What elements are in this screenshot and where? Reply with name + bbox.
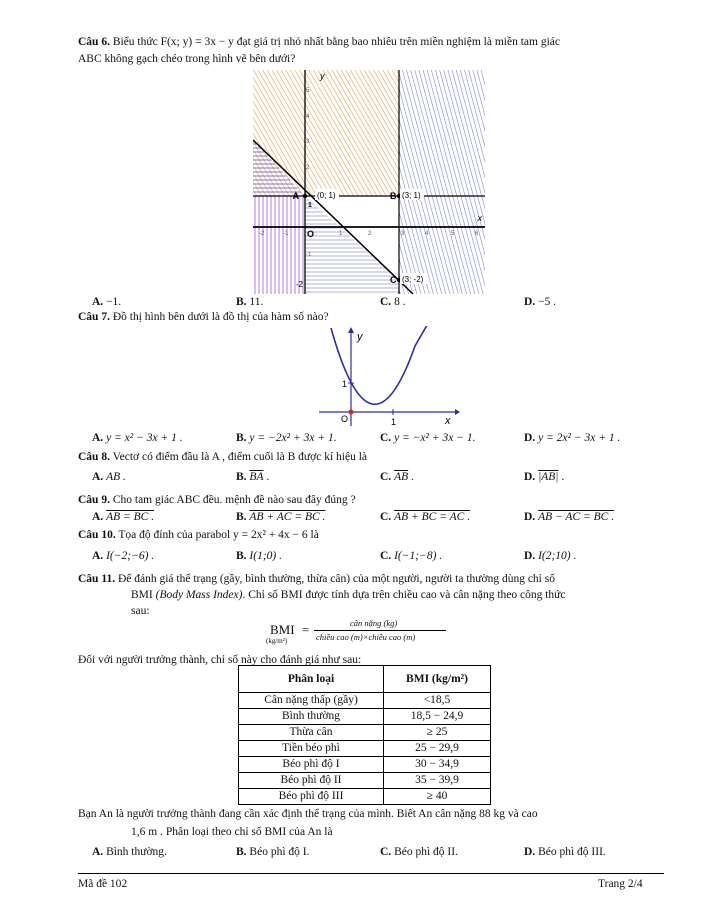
q11-line2a: BMI <box>131 589 156 601</box>
q6-option-a-text: −1. <box>106 296 122 308</box>
q6-ytick-7: -2 <box>295 280 303 289</box>
bmi-formula-numerator: cân nặng (kg) <box>350 618 398 628</box>
q10-question <box>78 529 319 541</box>
q7-option-d-letter: D. <box>524 432 536 444</box>
q8-option-b-letter: B. <box>236 471 247 483</box>
q10-option-b[interactable] <box>236 550 282 562</box>
q8-option-c[interactable] <box>380 471 414 483</box>
q10-label: Câu 10. <box>78 529 116 541</box>
bmi-row-range: ≥ 40 <box>384 789 491 805</box>
q8-question <box>78 451 367 463</box>
q7-option-b[interactable] <box>236 432 337 444</box>
q6-point-a <box>303 194 307 198</box>
q11-option-d-text: Béo phì độ III. <box>538 846 606 858</box>
q9-option-c-letter: C. <box>380 511 392 523</box>
bmi-header-value: BMI (kg/m²) <box>384 666 491 693</box>
q9-option-b[interactable] <box>236 511 325 523</box>
q9-option-d-text: AB − AC = BC . <box>538 511 615 523</box>
bmi-row-range: ≥ 25 <box>384 725 491 741</box>
bmi-row-category: Béo phì độ I <box>239 757 384 773</box>
q7-option-b-text: y = −2x² + 3x + 1. <box>249 432 337 444</box>
q11-option-b-letter: B. <box>236 846 247 858</box>
q10-option-c[interactable] <box>380 550 442 562</box>
q7-y-tick: 1 <box>342 379 348 389</box>
footer-divider <box>78 873 664 874</box>
q8-option-b-tail: . <box>263 471 270 483</box>
q6-text-line1: Biểu thức F(x; y) = 3x − y đạt giá trị nhỏ nhất bằng bao nhiêu trên miền nghiệm là miền tam giác <box>109 36 560 48</box>
bmi-row-category: Thừa cân <box>239 725 384 741</box>
q6-option-b[interactable] <box>236 296 263 308</box>
q8-option-c-letter: C. <box>380 471 392 483</box>
bmi-table-header <box>239 666 491 693</box>
q6-xtick-6: 4 <box>425 231 429 237</box>
q11-line2c: . Chỉ số BMI được tính dựa trên chiều cao và cân nặng theo công thức <box>242 589 566 601</box>
table-row <box>239 789 491 805</box>
q10-option-c-text: I(−1;−8) . <box>394 550 443 562</box>
bmi-formula-lhs: BMI <box>270 622 295 637</box>
q7-label: Câu 7. <box>78 311 110 323</box>
q9-option-a[interactable] <box>92 511 154 523</box>
q9-label: Câu 9. <box>78 494 110 506</box>
q8-text: Vectơ có điểm đầu là A , điểm cuối là B được kí hiệu là <box>109 451 368 463</box>
q8-label: Câu 8. <box>78 451 110 463</box>
q10-option-b-letter: B. <box>236 550 247 562</box>
q8-option-b[interactable] <box>236 471 269 483</box>
q9-option-c-text: AB + BC = AC . <box>394 511 471 523</box>
q7-question <box>78 311 329 323</box>
q6-graph <box>253 70 485 294</box>
q11-option-d[interactable] <box>524 846 606 858</box>
q6-option-d[interactable] <box>524 296 556 308</box>
q6-xtick-1: -2 <box>259 231 265 237</box>
q6-xtick-7: 5 <box>451 231 455 237</box>
q8-option-d[interactable] <box>524 471 564 483</box>
bmi-row-range: 30 − 34,9 <box>384 757 491 773</box>
bmi-fraction-bar <box>314 630 446 631</box>
q11-option-a-text: Bình thường. <box>106 846 167 858</box>
q11-option-c-letter: C. <box>380 846 392 858</box>
q9-option-b-text: AB + AC = BC . <box>249 511 326 523</box>
bmi-row-range: 35 − 39,9 <box>384 773 491 789</box>
q7-option-c[interactable] <box>380 432 476 444</box>
q6-xtick-4: 2 <box>368 231 372 237</box>
q9-option-a-letter: A. <box>92 511 104 523</box>
q8-option-d-text: |AB| <box>538 471 559 483</box>
table-row <box>239 773 491 789</box>
q7-option-a-text: y = x² − 3x + 1 . <box>106 432 183 444</box>
q6-xtick-2: -1 <box>283 231 289 237</box>
q8-option-a-letter: A. <box>92 471 104 483</box>
q10-option-b-text: I(1;0) . <box>249 550 282 562</box>
q6-option-a-letter: A. <box>92 296 104 308</box>
q6-xtick-5: 3 <box>401 231 405 237</box>
q6-label-c-coord: (3; -2) <box>402 275 424 284</box>
q7-text: Đồ thị hình bên dưới là đồ thị của hàm số nào? <box>109 311 329 323</box>
q7-option-d-text: y = 2x² − 3x + 1 . <box>538 432 621 444</box>
footer-exam-code: Mã đề 102 <box>78 878 128 890</box>
table-row <box>239 757 491 773</box>
q6-ytick-1: 5 <box>306 88 310 94</box>
q10-text: Tọa độ đỉnh của parabol y = 2x² + 4x − 6 là <box>115 529 319 541</box>
q6-xtick-3: 1 <box>339 231 343 237</box>
q9-option-a-text: AB = BC . <box>106 511 155 523</box>
q7-option-d[interactable] <box>524 432 620 444</box>
q10-option-c-letter: C. <box>380 550 392 562</box>
bmi-row-category: Cân nặng thấp (gầy) <box>239 693 384 709</box>
q8-option-b-text: $\overline{BA}$ <box>249 471 264 483</box>
q7-option-a-letter: A. <box>92 432 104 444</box>
q7-option-b-letter: B. <box>236 432 247 444</box>
bmi-row-range: <18,5 <box>384 693 491 709</box>
q11-after2: 1,6 m . Phân loại theo chỉ số BMI của An là <box>131 826 333 838</box>
q11-intro: Đối với người trưởng thành, chỉ số này cho đánh giá như sau: <box>78 654 362 666</box>
q6-option-c[interactable] <box>380 296 406 308</box>
q7-parabola <box>331 326 430 404</box>
q11-option-d-letter: D. <box>524 846 536 858</box>
q6-line1 <box>78 36 560 48</box>
q9-question <box>78 494 356 506</box>
q6-ytick-5: 1 <box>308 202 312 209</box>
q7-option-c-text: y = −x² + 3x − 1. <box>394 432 476 444</box>
q11-line3: sau: <box>131 605 150 617</box>
region-x-greater-3 <box>399 70 485 294</box>
bmi-table <box>238 665 491 805</box>
q10-option-a[interactable] <box>92 550 154 562</box>
bmi-row-range: 18,5 − 24,9 <box>384 709 491 725</box>
q6-option-c-letter: C. <box>380 296 392 308</box>
q11-option-c-text: Béo phì độ II. <box>394 846 458 858</box>
q6-y-label: y <box>320 71 325 81</box>
q6-label-a: A <box>292 191 299 201</box>
q7-x-label: x <box>445 415 451 427</box>
bmi-row-category: Tiền béo phì <box>239 741 384 757</box>
q8-option-c-text: $\overline{AB}$ <box>394 471 409 483</box>
q6-option-b-letter: B. <box>236 296 247 308</box>
q9-option-c[interactable] <box>380 511 470 523</box>
q8-option-c-tail: . <box>408 471 414 483</box>
q6-origin: O <box>307 229 315 239</box>
table-row <box>239 725 491 741</box>
bmi-row-category: Bình thường <box>239 709 384 725</box>
q6-option-c-text: 8 . <box>394 296 406 308</box>
q8-option-d-letter: D. <box>524 471 536 483</box>
bmi-row-category: Béo phì độ II <box>239 773 384 789</box>
q6-option-d-letter: D. <box>524 296 536 308</box>
q7-graph <box>315 326 463 428</box>
bmi-row-range: 25 − 29,9 <box>384 741 491 757</box>
q6-label-c: C <box>390 275 397 285</box>
q6-option-b-text: 11. <box>249 296 264 308</box>
q6-label-a-coord: (0; 1) <box>317 191 336 200</box>
q9-text: Cho tam giác ABC đều. mệnh đề nào sau đây đúng ? <box>109 494 356 506</box>
q8-option-d-tail: . <box>558 471 565 483</box>
bmi-formula-unit: (kg/m²) <box>266 637 288 645</box>
q11-option-a[interactable] <box>92 846 167 858</box>
q11-option-a-letter: A. <box>92 846 104 858</box>
q9-option-d-letter: D. <box>524 511 536 523</box>
q10-option-a-letter: A. <box>92 550 104 562</box>
q6-ytick-3: 3 <box>306 139 310 145</box>
q6-label-b: B <box>390 191 397 201</box>
q6-ytick-2: 4 <box>306 114 310 120</box>
q11-line1 <box>78 573 555 585</box>
q9-option-d[interactable] <box>524 511 614 523</box>
q11-option-c[interactable] <box>380 846 458 858</box>
q7-y-label: y <box>357 331 363 343</box>
bmi-formula <box>266 618 456 648</box>
q6-x-label: x <box>477 213 482 223</box>
q10-option-a-text: I(−2;−6) . <box>106 550 155 562</box>
q11-line2b: (Body Mass Index) <box>155 589 243 601</box>
q6-xtick-8: 6 <box>475 231 479 237</box>
q6-label-b-coord: (3; 1) <box>402 191 421 200</box>
q10-option-d-text: I(2;10) . <box>538 550 577 562</box>
q6-label: Câu 6. <box>78 36 110 48</box>
q11-line2 <box>131 589 566 601</box>
q6-line2: ABC không gạch chéo trong hình vẽ bên dưới? <box>78 53 296 65</box>
table-row <box>239 741 491 757</box>
q8-option-a[interactable] <box>92 471 126 483</box>
table-row <box>239 693 491 709</box>
q9-option-b-letter: B. <box>236 511 247 523</box>
q7-x-tick: 1 <box>391 417 397 427</box>
q6-option-a[interactable] <box>92 296 121 308</box>
bmi-row-category: Béo phì độ III <box>239 789 384 805</box>
q7-option-a[interactable] <box>92 432 183 444</box>
q6-ytick-6: -1 <box>306 252 312 258</box>
q7-origin: O <box>341 414 349 424</box>
bmi-formula-eq: = <box>302 622 310 637</box>
q10-option-d[interactable] <box>524 550 576 562</box>
q8-option-a-text: AB . <box>106 471 126 483</box>
footer-page-number: Trang 2/4 <box>598 878 643 890</box>
bmi-header-category: Phân loại <box>239 666 384 693</box>
q11-label: Câu 11. <box>78 573 116 585</box>
q11-after1: Bạn An là người trưởng thành đang cần xác định thể trạng của mình. Biết An cân nặng 88 kg và cao <box>78 808 538 820</box>
q11-text-line1: Để đánh giá thể trạng (gầy, bình thường, thừa cân) của một người, người ta thường dùng chỉ số <box>115 573 555 585</box>
table-row <box>239 709 491 725</box>
q10-option-d-letter: D. <box>524 550 536 562</box>
q11-option-b-text: Béo phì độ I. <box>249 846 310 858</box>
q7-option-c-letter: C. <box>380 432 392 444</box>
q7-origin-point <box>349 410 354 415</box>
bmi-formula-denominator: chiều cao (m)×chiều cao (m) <box>316 632 416 642</box>
q11-option-b[interactable] <box>236 846 309 858</box>
q6-ytick-4: 2 <box>306 165 310 171</box>
q6-option-d-text: −5 . <box>538 296 557 308</box>
